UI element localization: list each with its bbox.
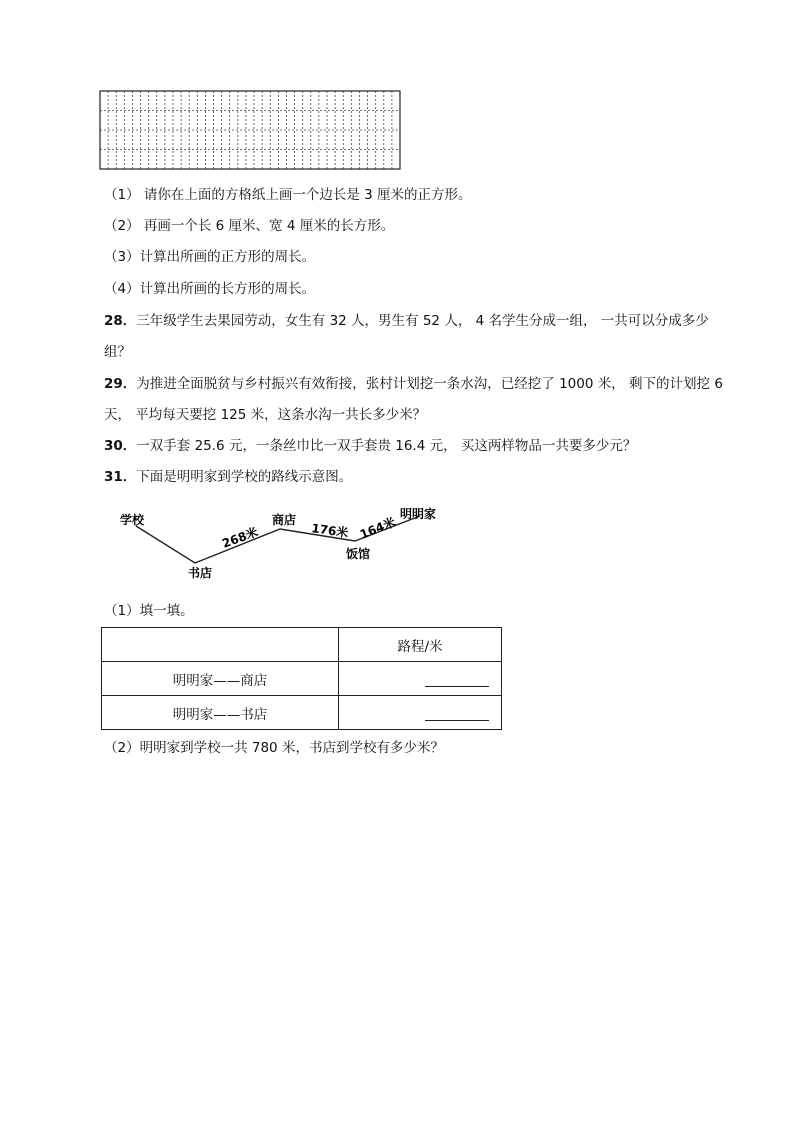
question-number: 31． (104, 469, 137, 485)
row-label: 明明家——书店 (102, 696, 339, 730)
route-svg (112, 506, 452, 586)
distance-restaurant-home: 164米 (357, 514, 398, 542)
table-header-row (102, 628, 502, 662)
q27-sub-3: （3）计算出所画的正方形的周长。 (104, 249, 316, 265)
q31-sub-1: （1）填一填。 (104, 603, 194, 619)
answer-blank[interactable] (425, 686, 489, 687)
route-diagram (112, 506, 452, 590)
label-restaurant: 饭馆 (346, 547, 371, 561)
question-number: 28． (104, 313, 137, 329)
q27-sub-4: （4）计算出所画的长方形的周长。 (104, 281, 316, 297)
q27-sub-1: （1） 请你在上面的方格纸上画一个边长是 3 厘米的正方形。 (104, 187, 472, 203)
question-text: 为推进全面脱贫与乡村振兴有效衔接，张村计划挖一条水沟，已经挖了 1000 米， 剩下的计划挖 6 (136, 376, 723, 392)
distance-table (101, 627, 502, 730)
question-number: 30． (104, 438, 137, 454)
table-header-distance: 路程/米 (339, 628, 502, 662)
table-header-empty (102, 628, 339, 662)
label-school: 学校 (120, 513, 145, 527)
question-30 (104, 436, 636, 456)
question-28-cont: 组？ (104, 344, 131, 360)
grid-paper (99, 90, 401, 174)
question-28 (104, 311, 709, 331)
q27-sub-2: （2） 再画一个长 6 厘米、宽 4 厘米的长方形。 (104, 218, 395, 234)
answer-blank[interactable] (425, 720, 489, 721)
question-text: 一双手套 25.6 元，一条丝巾比一双手套贵 16.4 元， 买这两样物品一共要多少元？ (136, 438, 637, 454)
question-31 (104, 467, 352, 487)
table-row (102, 696, 502, 730)
answer-cell (339, 696, 502, 730)
grid-svg (99, 90, 401, 170)
question-text: 三年级学生去果园劳动，女生有 32 人，男生有 52 人， 4 名学生分成一组， 一共可以分成多少 (136, 313, 709, 329)
question-29-cont: 天， 平均每天要挖 125 米，这条水沟一共长多少米？ (104, 407, 427, 423)
q31-sub-2: （2）明明家到学校一共 780 米，书店到学校有多少米？ (104, 740, 444, 756)
question-29 (104, 374, 723, 394)
answer-cell (339, 662, 502, 696)
distance-shop-restaurant: 176米 (310, 521, 350, 541)
question-number: 29． (104, 376, 137, 392)
label-bookstore: 书店 (188, 566, 213, 580)
distance-bookstore-shop: 268米 (220, 524, 260, 551)
label-home: 明明家 (400, 507, 437, 521)
question-text: 下面是明明家到学校的路线示意图。 (136, 469, 353, 485)
label-shop: 商店 (272, 513, 297, 527)
table-row (102, 662, 502, 696)
row-label: 明明家——商店 (102, 662, 339, 696)
